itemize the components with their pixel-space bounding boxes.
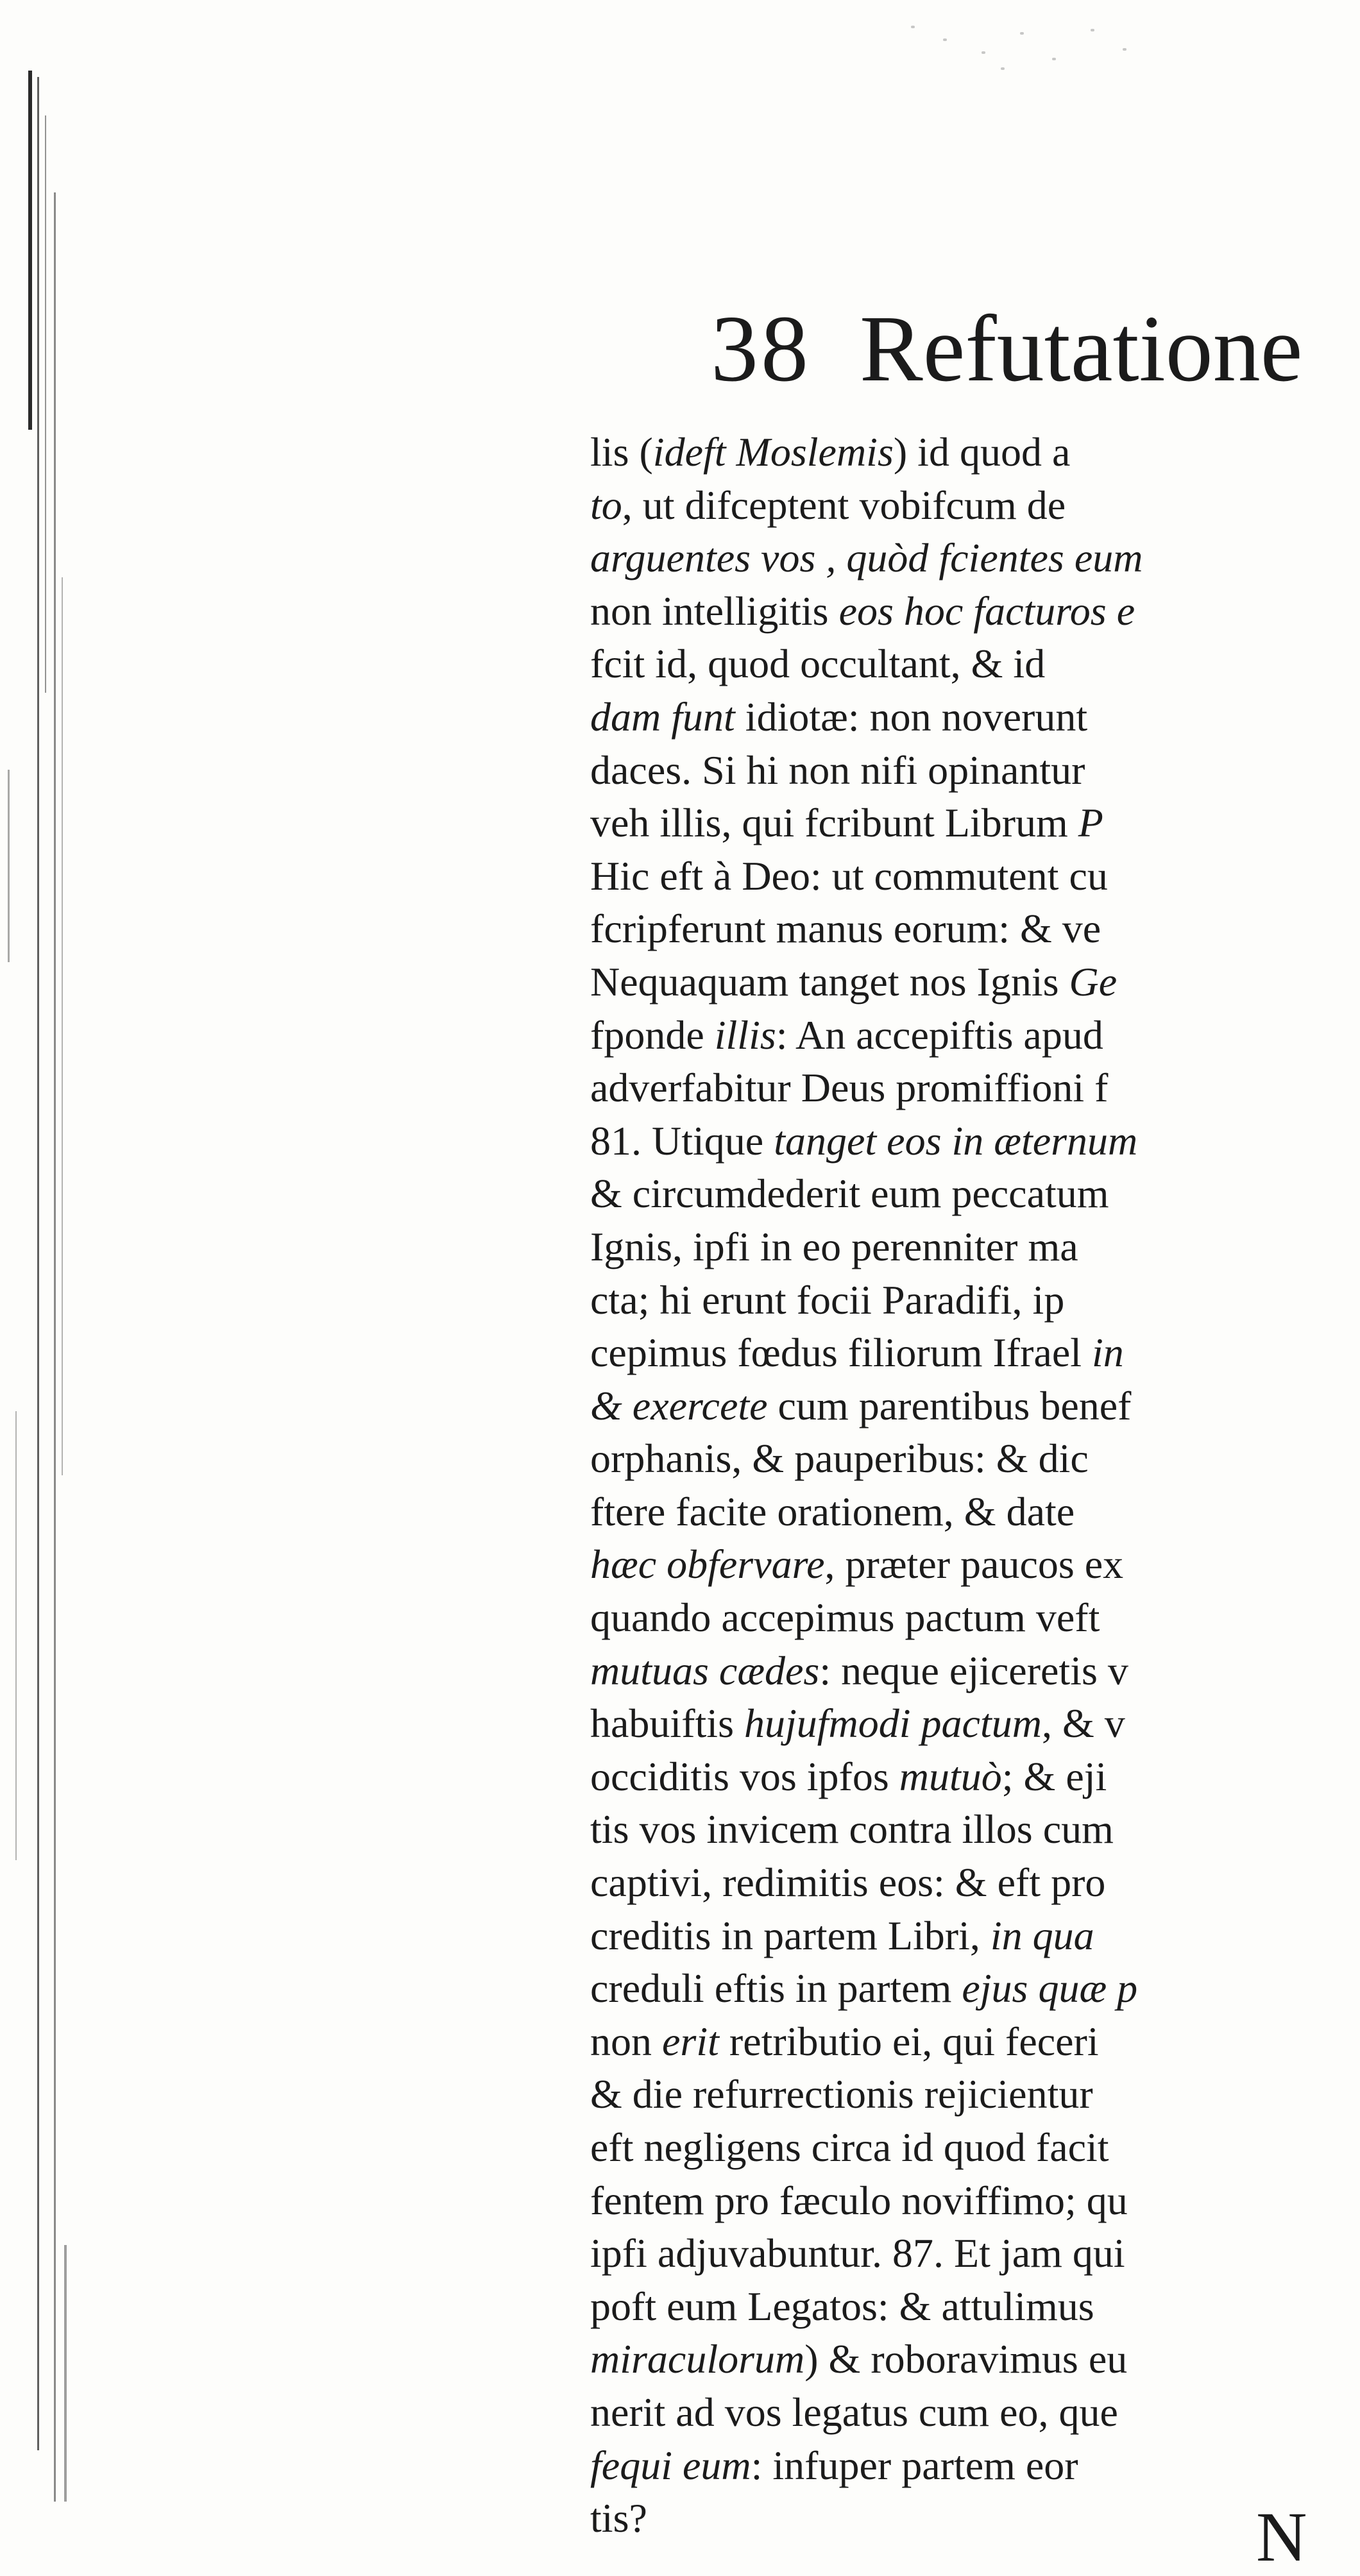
text-line <box>590 638 1360 691</box>
text-line <box>590 2386 1360 2439</box>
text-segment: : infuper partem eor <box>751 2442 1078 2488</box>
text-segment: daces. Si hi non nifi opinantur <box>590 747 1085 793</box>
text-segment: nerit ad vos legatus cum eo, que <box>590 2389 1118 2435</box>
text-segment: , ut difceptent vobifcum de <box>622 482 1066 528</box>
text-line <box>590 1750 1360 1804</box>
text-segment: ipfi adjuvabuntur. 87. Et jam qui <box>590 2230 1125 2276</box>
italic-segment: P <box>1078 800 1103 846</box>
text-segment: cepimus fœdus filiorum Ifrael <box>590 1330 1092 1376</box>
text-line <box>590 532 1360 585</box>
italic-segment: arguentes vos , quòd fcientes eum <box>590 535 1143 581</box>
body-text <box>590 426 1360 2545</box>
italic-segment: tanget eos in æternum <box>774 1117 1138 1164</box>
text-segment: tis? <box>590 2495 647 2541</box>
text-segment: creditis in partem Libri, <box>590 1912 990 1958</box>
text-segment: ) & roboravimus eu <box>804 2336 1128 2382</box>
text-segment: Nequaquam tanget nos Ignis <box>590 958 1069 1004</box>
text-line <box>590 1803 1360 1856</box>
italic-segment: eos hoc facturos e <box>838 588 1135 634</box>
text-segment: fcit id, quod occultant, & id <box>590 641 1046 687</box>
text-line <box>590 585 1360 638</box>
binding-gutter <box>0 0 83 2563</box>
text-segment: Hic eft à Deo: ut commutent cu <box>590 852 1108 899</box>
text-segment: occiditis vos ipfos <box>590 1753 899 1799</box>
text-segment: orphanis, & pauperibus: & dic <box>590 1436 1089 1482</box>
text-line <box>590 1486 1360 1539</box>
italic-segment: & exercete <box>590 1382 768 1428</box>
italic-segment: illis <box>714 1012 776 1058</box>
text-segment: ) id quod a <box>893 429 1071 475</box>
ink-specks <box>885 13 1155 83</box>
text-segment: Ignis, ipfi in eo perenniter ma <box>590 1223 1078 1269</box>
text-segment: non <box>590 2018 662 2064</box>
text-line <box>590 691 1360 744</box>
text-line <box>590 2333 1360 2386</box>
text-line <box>590 797 1360 850</box>
text-segment: fentem pro fæculo noviffimo; qu <box>590 2177 1128 2223</box>
italic-segment: dam funt <box>590 693 735 740</box>
text-segment: captivi, redimitis eos: & eft pro <box>590 1860 1106 1906</box>
text-segment: tis vos invicem contra illos cum <box>590 1806 1114 1852</box>
text-segment: veh illis, qui fcribunt Librum <box>590 800 1078 846</box>
text-segment: non intelligitis <box>590 588 839 634</box>
italic-segment: mutuas cædes <box>590 1647 820 1693</box>
text-line <box>590 2121 1360 2174</box>
italic-segment: hujufmodi pactum <box>744 1700 1042 1747</box>
text-line <box>590 1432 1360 1486</box>
text-segment: idiotæ: non noverunt <box>735 693 1088 740</box>
text-line <box>590 956 1360 1009</box>
text-line <box>590 479 1360 532</box>
text-line <box>590 1962 1360 2015</box>
italic-segment: Ge <box>1069 958 1118 1004</box>
text-segment: ; & eji <box>1001 1753 1107 1799</box>
text-line <box>590 1591 1360 1645</box>
text-segment: fponde <box>590 1012 715 1058</box>
text-line <box>590 2439 1360 2493</box>
text-segment: cta; hi erunt focii Paradifi, ip <box>590 1276 1065 1323</box>
text-line <box>590 1645 1360 1698</box>
text-segment: eft negligens circa id quod facit <box>590 2124 1109 2170</box>
text-segment: cum parentibus benef <box>767 1382 1132 1428</box>
text-line <box>590 426 1360 479</box>
text-line <box>590 744 1360 797</box>
text-segment: creduli eftis in partem <box>590 1965 962 2012</box>
italic-segment: ideft Moslemis <box>652 429 894 475</box>
text-line <box>590 1221 1360 1274</box>
italic-segment: ejus quæ p <box>962 1965 1138 2012</box>
text-segment: 81. Utique <box>590 1117 774 1164</box>
running-title: Refutatione <box>860 296 1303 402</box>
page-number: 38 <box>711 296 811 402</box>
text-line <box>590 2492 1360 2545</box>
text-line <box>590 1009 1360 1062</box>
text-line <box>590 2015 1360 2069</box>
text-segment: quando accepimus pactum veft <box>590 1595 1100 1641</box>
text-segment: & die refurrectionis rejicientur <box>590 2071 1093 2117</box>
text-line <box>590 850 1360 903</box>
text-line <box>590 1380 1360 1433</box>
text-segment: : neque ejiceretis v <box>819 1647 1128 1693</box>
text-line <box>590 2280 1360 2334</box>
text-segment: lis ( <box>590 429 653 475</box>
italic-segment: in <box>1092 1330 1124 1376</box>
text-line <box>590 1326 1360 1380</box>
text-line <box>590 902 1360 956</box>
text-line <box>590 1062 1360 1115</box>
text-line <box>590 1697 1360 1750</box>
text-segment: ftere facite orationem, & date <box>590 1488 1075 1534</box>
text-line <box>590 1910 1360 1963</box>
italic-segment: erit <box>662 2018 719 2064</box>
italic-segment: to <box>590 482 622 528</box>
text-line <box>590 2068 1360 2121</box>
text-segment: , & v <box>1041 1700 1125 1747</box>
italic-segment: mutuò <box>899 1753 1002 1799</box>
italic-segment: miraculorum <box>590 2336 805 2382</box>
text-segment: & circumdederit eum peccatum <box>590 1171 1109 1217</box>
italic-segment: fequi eum <box>590 2442 751 2488</box>
text-line <box>590 2227 1360 2280</box>
text-line <box>590 1538 1360 1591</box>
text-line <box>590 2174 1360 2228</box>
text-line <box>590 1167 1360 1221</box>
text-segment: : An accepiftis apud <box>776 1012 1103 1058</box>
catchword: N <box>1256 2498 1307 2576</box>
text-line <box>590 1115 1360 1168</box>
italic-segment: hæc obfervare <box>590 1541 825 1588</box>
text-segment: adverfabitur Deus promiffioni f <box>590 1065 1109 1111</box>
text-segment: retributio ei, qui feceri <box>718 2018 1099 2064</box>
text-segment: habuiftis <box>590 1700 744 1747</box>
text-segment: poft eum Legatos: & attulimus <box>590 2283 1094 2329</box>
text-line <box>590 1856 1360 1910</box>
italic-segment: in qua <box>990 1912 1094 1958</box>
text-segment: fcripferunt manus eorum: & ve <box>590 906 1101 952</box>
text-segment: , præter paucos ex <box>824 1541 1124 1588</box>
text-line <box>590 1274 1360 1327</box>
